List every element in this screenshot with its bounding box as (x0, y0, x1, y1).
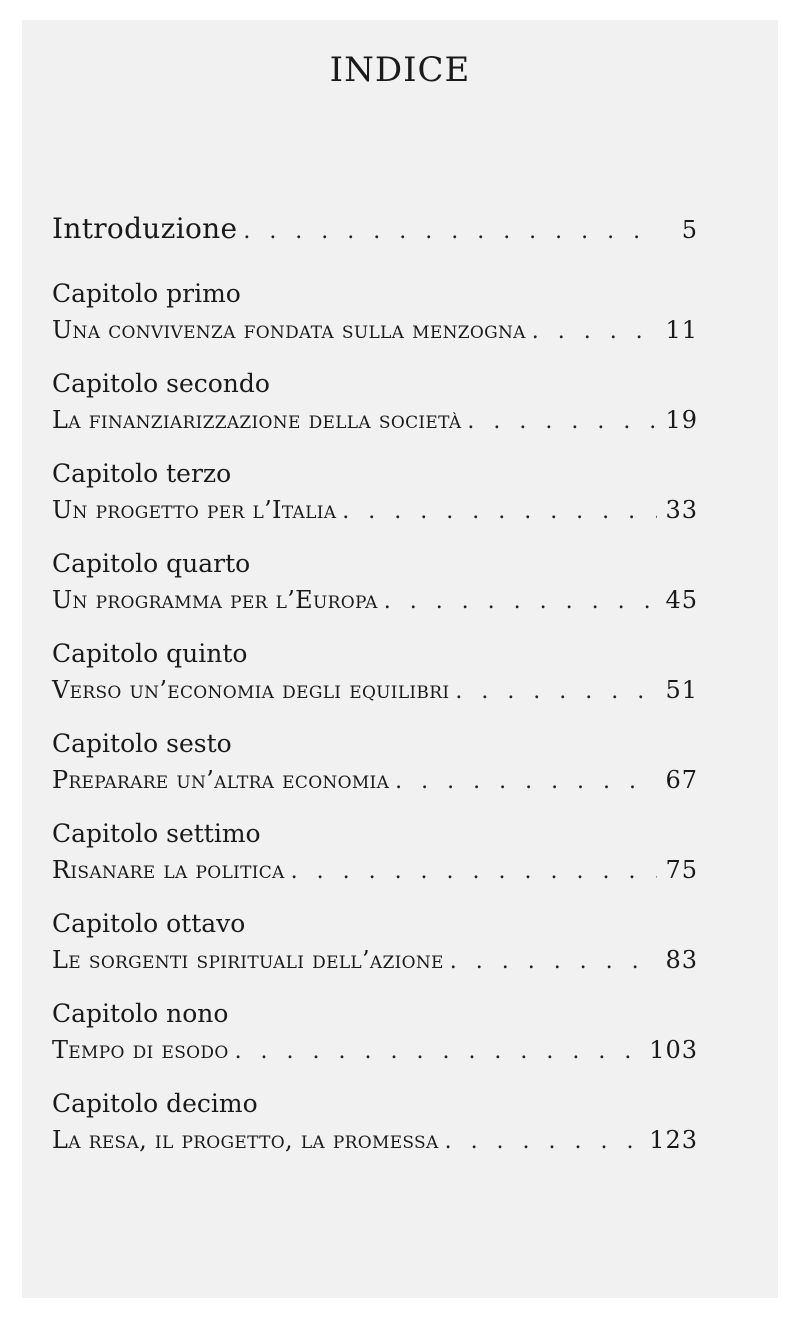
chapter-title: Tempo di esodo (52, 1036, 229, 1064)
page-number: 103 (649, 1036, 698, 1064)
chapter-label: Capitolo sesto (52, 729, 232, 758)
chapter-label: Capitolo quarto (52, 549, 251, 578)
chapter-title: Un progetto per l’Italia (52, 496, 337, 524)
book-page (22, 20, 778, 1298)
page-number: 11 (665, 316, 698, 344)
chapter-title: La finanziarizzazione della società (52, 406, 462, 434)
chapter-label: Capitolo primo (52, 279, 241, 308)
dot-leader (445, 1123, 642, 1161)
chapter-line (52, 941, 698, 981)
chapter-line (52, 581, 698, 621)
toc-entry-chapter (52, 907, 698, 981)
toc-entry-chapter (52, 1087, 698, 1161)
dot-leader (467, 403, 657, 441)
dot-leader (384, 583, 658, 621)
chapter-line (52, 1031, 698, 1071)
dot-leader (450, 943, 658, 981)
toc-entry-introduction (52, 210, 698, 251)
page-number: 19 (665, 406, 698, 434)
chapter-title: Un programma per l’Europa (52, 586, 378, 614)
toc-entry-chapter (52, 367, 698, 441)
toc-entry-chapter (52, 727, 698, 801)
toc-entry-chapter (52, 277, 698, 351)
page-number: 51 (665, 676, 698, 704)
page-number: 5 (681, 216, 698, 244)
dot-leader (342, 493, 657, 531)
page-number: 33 (665, 496, 698, 524)
chapter-label: Capitolo terzo (52, 459, 232, 488)
chapter-line (52, 311, 698, 351)
chapter-label: Capitolo decimo (52, 1089, 258, 1118)
dot-leader (395, 763, 657, 801)
chapter-line (52, 1121, 698, 1161)
toc-entry-chapter (52, 457, 698, 531)
chapter-label: Capitolo settimo (52, 819, 261, 848)
toc-entry-chapter (52, 637, 698, 711)
entry-title: Introduzione (52, 212, 238, 245)
chapter-title: Preparare un’altra economia (52, 766, 390, 794)
chapter-label: Capitolo quinto (52, 639, 248, 668)
page-number: 75 (665, 856, 698, 884)
chapter-label: Capitolo ottavo (52, 909, 246, 938)
chapter-label: Capitolo nono (52, 999, 229, 1028)
chapter-title: Una convivenza fondata sulla menzogna (52, 316, 526, 344)
table-of-contents (52, 210, 698, 1177)
dot-leader (455, 673, 657, 711)
dot-leader (291, 853, 658, 891)
chapter-label: Capitolo secondo (52, 369, 270, 398)
dot-leader (235, 1033, 642, 1071)
chapter-line (52, 761, 698, 801)
chapter-title: Le sorgenti spirituali dell’azione (52, 946, 444, 974)
page-number: 83 (665, 946, 698, 974)
chapter-title: La resa, il progetto, la promessa (52, 1126, 439, 1154)
chapter-title: Risanare la politica (52, 856, 285, 884)
page-number: 45 (665, 586, 698, 614)
page-number: 123 (649, 1126, 698, 1154)
toc-entry-chapter (52, 547, 698, 621)
dot-leader (243, 213, 660, 251)
toc-entry-chapter (52, 997, 698, 1071)
dot-leader (532, 313, 658, 351)
chapter-title: Verso un’economia degli equilibri (52, 676, 450, 704)
chapter-line (52, 671, 698, 711)
page-number: 67 (665, 766, 698, 794)
chapter-line (52, 401, 698, 441)
toc-entry-chapter (52, 817, 698, 891)
chapter-line (52, 491, 698, 531)
page-title: INDICE (329, 50, 471, 90)
chapter-line (52, 851, 698, 891)
